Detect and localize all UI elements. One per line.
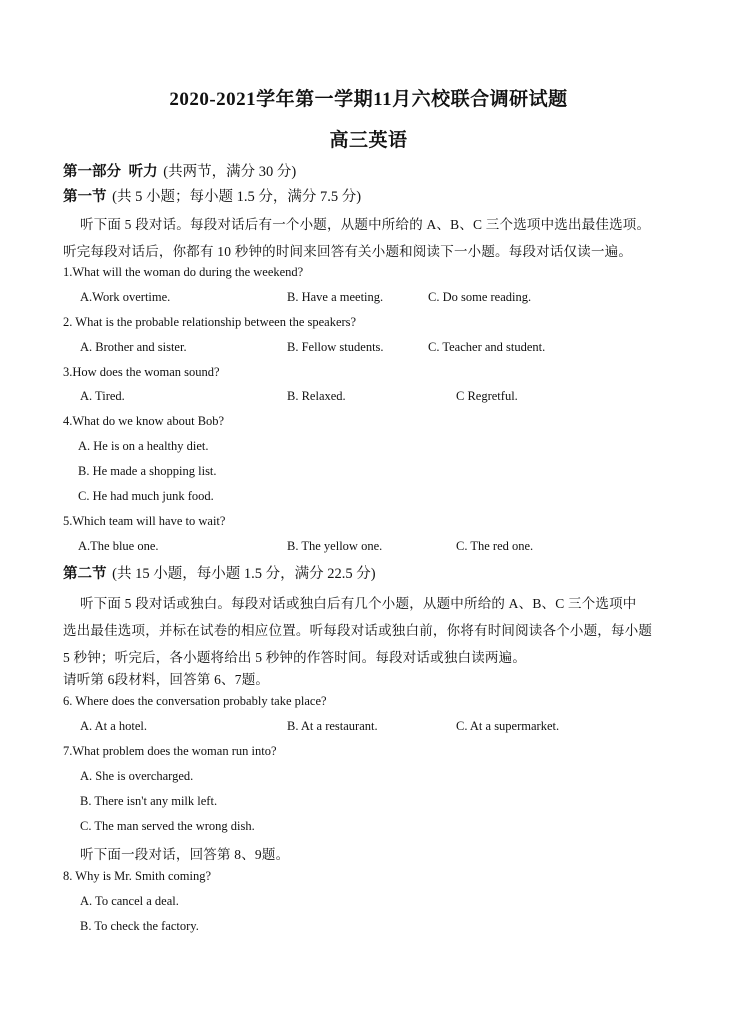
q6-option-b: B. At a restaurant. [287,719,378,733]
q4-option-a: A. He is on a healthy diet. [78,439,209,453]
section2-header [63,562,376,583]
q4-option-b: B. He made a shopping list. [78,464,217,478]
q7-option-b: B. There isn't any milk left. [80,794,218,808]
q2-option-b: B. Fellow students. [287,340,384,354]
q6-stem: 6. Where does the conversation probably take place? [63,694,327,708]
section2-instruction-line2: 选出最佳选项，并标在试卷的相应位置。听每段对话或独白前，你将有时间阅读各个小题，每小题 [63,623,653,638]
material-note-8-9: 听下面一段对话，回答第 8、9题。 [80,847,290,862]
section1-instruction-line2: 听完每段对话后，你都有 10 秒钟的时间来回答有关小题和阅读下一小题。每段对话仅读一遍。 [63,244,633,259]
section1-heading: 第一节 [63,189,107,205]
q6-option-c: C. At a supermarket. [456,719,560,733]
q3-stem: 3.How does the woman sound? [63,365,220,379]
q1-option-b: B. Have a meeting. [287,290,384,304]
exam-title: 2020-2021学年第一学期11月六校联合调研试题 [169,89,568,110]
q2-option-c: C. Teacher and student. [428,340,546,354]
part1-name: 听力 [128,164,158,180]
section2-instruction-line1: 听下面 5 段对话或独白。每段对话或独白后有几个小题，从题中所给的 A、B、C 三个选项中 [80,596,637,611]
q1-option-a: A.Work overtime. [80,290,171,304]
part1-info: (共两节，满分 30 分) [163,164,297,180]
q8-option-b: B. To check the factory. [80,919,199,933]
q4-stem: 4.What do we know about Bob? [63,414,225,428]
q8-option-a: A. To cancel a deal. [80,894,179,908]
q3-option-c: C Regretful. [456,389,518,403]
q5-stem: 5.Which team will have to wait? [63,514,226,528]
material-note-6-7: 请听第 6段材料，回答第 6、7题。 [63,672,270,687]
q3-option-a: A. Tired. [80,389,125,403]
part1-header [63,160,296,181]
q5-option-a: A.The blue one. [78,539,159,553]
section1-instruction-line1: 听下面 5 段对话。每段对话后有一个小题，从题中所给的 A、B、C 三个选项中选出最佳选项。 [80,217,651,232]
q5-option-c: C. The red one. [456,539,534,553]
section2-info: (共 15 小题，每小题 1.5 分，满分 22.5 分) [112,566,376,582]
q7-option-a: A. She is overcharged. [80,769,194,783]
q3-option-b: B. Relaxed. [287,389,346,403]
q4-option-c: C. He had much junk food. [78,489,214,503]
q6-option-a: A. At a hotel. [80,719,148,733]
q7-stem: 7.What problem does the woman run into? [63,744,277,758]
q7-option-c: C. The man served the wrong dish. [80,819,255,833]
q1-option-c: C. Do some reading. [428,290,532,304]
q8-stem: 8. Why is Mr. Smith coming? [63,869,212,883]
part1-heading: 第一部分 [63,164,121,180]
q5-option-b: B. The yellow one. [287,539,383,553]
q2-stem: 2. What is the probable relationship between the speakers? [63,315,357,329]
exam-subtitle: 高三英语 [329,130,408,151]
section2-instruction-line3: 5 秒钟；听完后，各小题将给出 5 秒钟的作答时间。每段对话或独白读两遍。 [63,650,527,665]
section1-header [63,185,361,206]
section2-heading: 第二节 [63,566,107,582]
q2-option-a: A. Brother and sister. [80,340,187,354]
section1-info: (共 5 小题；每小题 1.5 分，满分 7.5 分) [112,189,362,205]
q1-stem: 1.What will the woman do during the weekend? [63,265,304,279]
